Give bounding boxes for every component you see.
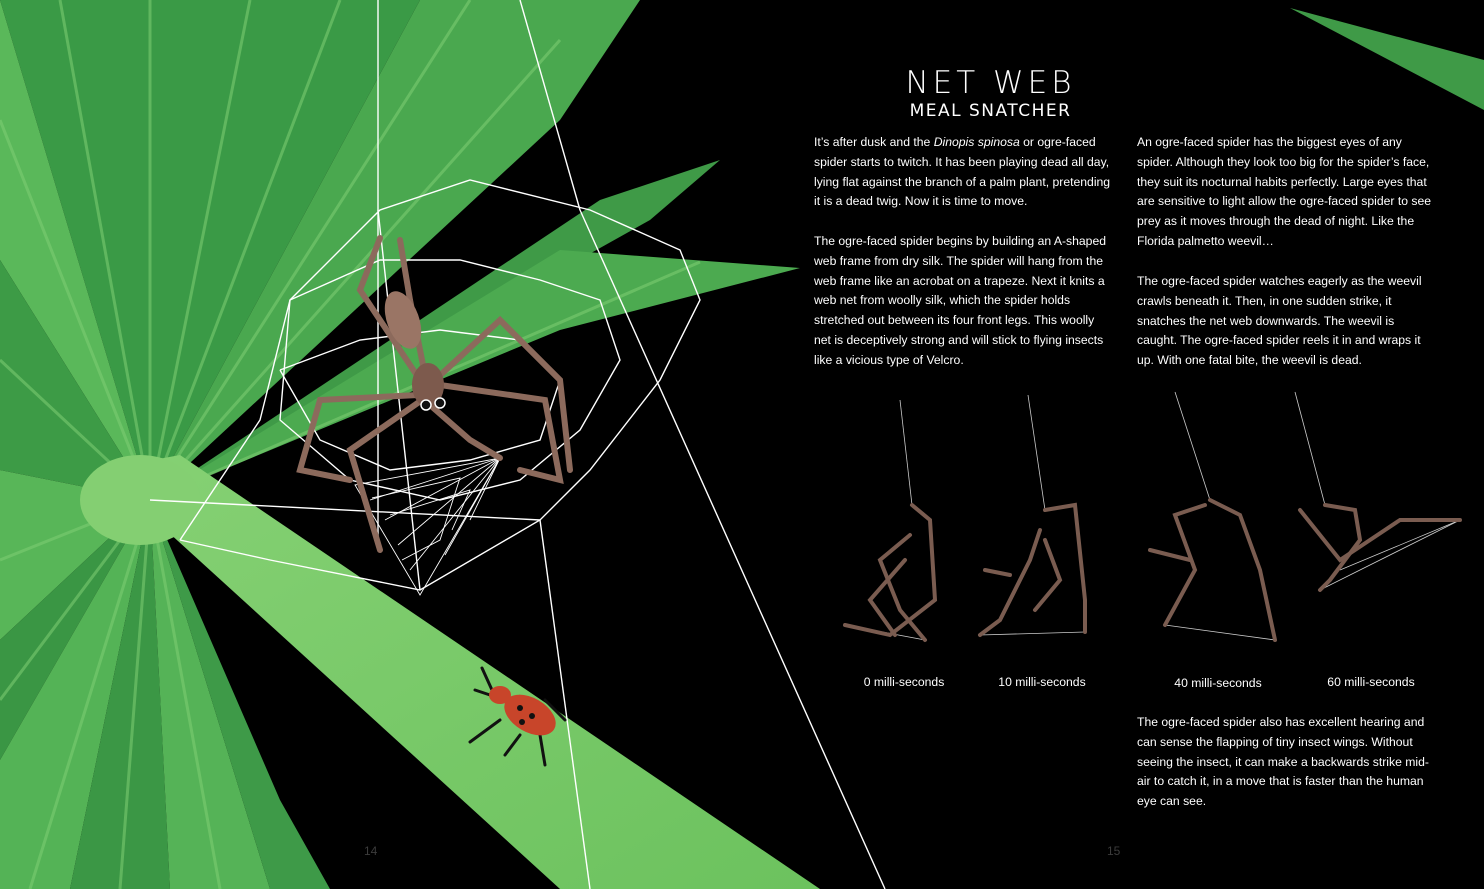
page-subtitle: MEAL SNATCHER bbox=[909, 101, 1072, 121]
sequence-caption: 10 milli-seconds bbox=[998, 675, 1086, 689]
page-title-block bbox=[878, 64, 1103, 121]
web-net-illustration bbox=[355, 458, 500, 595]
species-name: Dinopis spinosa bbox=[933, 135, 1020, 149]
page-title: NET WEB bbox=[905, 65, 1076, 101]
sequence-caption: 40 milli-seconds bbox=[1174, 676, 1262, 690]
left-paragraph-2: The ogre-faced spider begins by building an A-shaped web frame from dry silk. The spider will hang from the web frame like an acrobat on a trapeze. Next it knits a web net from woolly silk, which the spider holds stretched out between its four front legs. This woolly net is deceptively strong and will stick to flying insects like a vicious type of Velcro. bbox=[814, 234, 1107, 367]
page-number-left: 14 bbox=[364, 844, 378, 858]
right-paragraph-2: The ogre-faced spider watches eagerly as the weevil crawls beneath it. Then, in one sudden strike, it snatches the net web downwards. The weevil is caught. The ogre-faced spider reels it in and wraps it up. With one fatal bite, the weevil is dead. bbox=[1137, 274, 1422, 368]
right-paragraph-1: An ogre-faced spider has the biggest eyes of any spider. Although they look too big for the spider’s face, they suit its nocturnal habits perfectly. Large eyes that are sensitive to light allow the ogre-faced spider to see prey as it moves through the dead of night. Like the Florida palmetto weevil… bbox=[1137, 135, 1432, 248]
left-paragraph-1: It’s after dusk and the Dinopis spinosa or ogre-faced spider starts to twitch. It has been playing dead all day, lying flat against the branch of a palm plant, pretending it is a dead twig. Now it is time to move. bbox=[814, 135, 1111, 209]
page-number-right: 15 bbox=[1107, 844, 1121, 858]
sequence-caption: 0 milli-seconds bbox=[863, 675, 945, 689]
right-paragraph-3: The ogre-faced spider also has excellent hearing and can sense the flapping of tiny insect wings. Without seeing the insect, it can make a backwards strike mid-air to catch it, in a move that is faster than the human eye can see. bbox=[1137, 715, 1429, 809]
sequence-caption: 60 milli-seconds bbox=[1327, 675, 1415, 689]
strike-sequence-illustration bbox=[845, 392, 1460, 640]
